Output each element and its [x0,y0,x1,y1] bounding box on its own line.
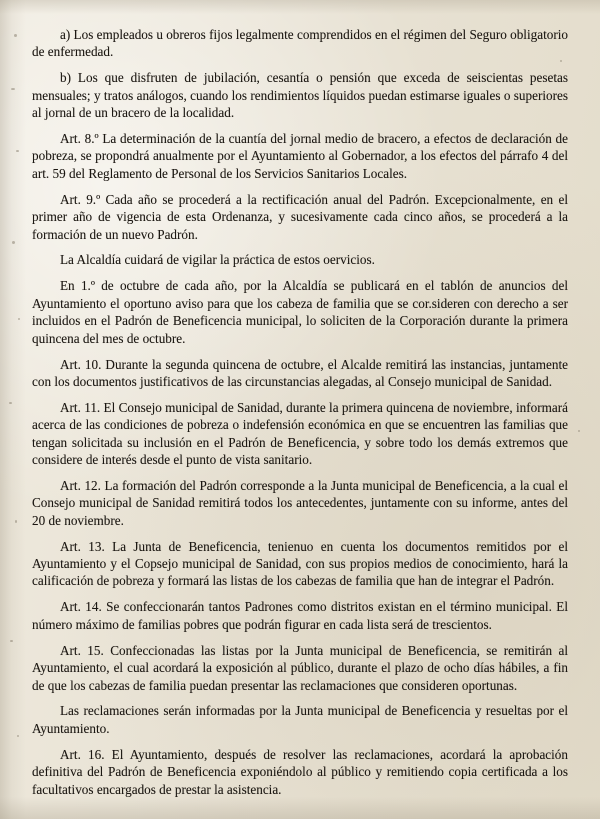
page-bottom-shadow [0,797,600,819]
paragraph-b: b) Los que disfruten de jubilación, cesantía o pensión que exceda de seiscientas pesetas mensuales; y tratos análogos, cuando los rendimientos líquidos puedan estimarse iguales o superiores al jornal de un bracero de la localidad. [32,70,568,121]
paper-speck [9,402,12,404]
article-12: Art. 12. La formación del Padrón corresponde a la Junta municipal de Beneficencia, a la cual el Consejo municipal de Sanidad remitirá todos los antecedentes, juntamente con su informe, antes del 20 de noviembre. [32,477,568,528]
paper-speck [16,150,19,152]
paper-speck [15,520,17,523]
article-11: Art. 11. El Consejo municipal de Sanidad, durante la primera quincena de noviembre, informará acerca de las condiciones de pobreza o indefensión económica en que se encuentren las familias que tengan solicitada su inclusión en el Padrón de Beneficencia, y sobre todo los demás extremos que considere de interés desde el punto de vista sanitario. [32,399,568,468]
paper-speck [17,735,19,737]
paper-speck [10,640,13,642]
paragraph-reclamaciones: Las reclamaciones serán informadas por la Junta municipal de Beneficencia y resueltas por el Ayuntamiento. [32,703,568,736]
paragraph-octubre: En 1.º de octubre de cada año, por la Alcaldía se publicará en el tablón de anuncios del Ayuntamiento el oportuno aviso para que los cabeza de familia que se cor.sideren con derecho a ser incluidos en el Padrón de Beneficencia municipal, lo soliciten de la Corporación durante la primera quincena del mes de octubre. [32,278,568,346]
article-15: Art. 15. Confeccionadas las listas por la Junta municipal de Beneficencia, se remitirán al Ayuntamiento, el cual acordará la exposición al público, durante el plazo de ocho días hábiles, a fin de que los cabezas de familia puedan presentar las reclamaciones que consideren oportunas. [32,642,568,693]
paper-speck [11,88,15,90]
article-16: Art. 16. El Ayuntamiento, después de resolver las reclamaciones, acordará la aprobación definitiva del Padrón de Beneficencia exponiéndolo al público y remitiendo copia certificada a los facultativos encargados de prestar la asistencia. [32,746,568,797]
article-9: Art. 9.º Cada año se procederá a la rectificación anual del Padrón. Excepcionalmente, en el primer año de vigencia de esta Ordenanza, y sucesivamente cada cinco años, se procederá a la formación de un nuevo Padrón. [32,191,568,242]
article-10: Art. 10. Durante la segunda quincena de octubre, el Alcalde remitirá las instancias, juntamente con los documentos justificativos de las circunstancias alegadas, al Consejo municipal de Sanidad. [32,356,568,389]
paper-speck [12,241,15,244]
article-13: Art. 13. La Junta de Beneficencia, tenienuo en cuenta los documentos remitidos por el Ayuntamiento y el Copsejo municipal de Sanidad, con sus propios medios de conocimiento, hará la calificación de pobreza y formará las listas de los cabezas de familia que han de integrar el Padrón. [32,538,568,589]
paper-speck [14,34,17,37]
document-text-block [32,26,568,798]
article-8: Art. 8.º La determinación de la cuantía del jornal medio de bracero, a efectos de declaración de pobreza, se propondrá anualmente por el Ayuntamiento al Gobernador, a los efectos del párrafo 4 del art. 59 del Reglamento de Personal de los Servicios Sanitarios Locales. [32,131,568,181]
paper-speck [18,318,20,320]
page-top-shadow [0,0,600,14]
paragraph-alcaldia: La Alcaldía cuidará de vigilar la práctica de estos oervicios. [60,252,375,268]
page-left-shadow [0,0,26,819]
article-14: Art. 14. Se confeccionarán tantos Padrones como distritos existan en el término municipal. El número máximo de familias pobres que podrán figurar en cada lista será de trescientos. [32,599,568,632]
paper-speck [578,430,580,432]
paragraph-a: a) Los empleados u obreros fijos legalmente comprendidos en el régimen del Seguro obligatorio de enfermedad. [32,27,568,60]
